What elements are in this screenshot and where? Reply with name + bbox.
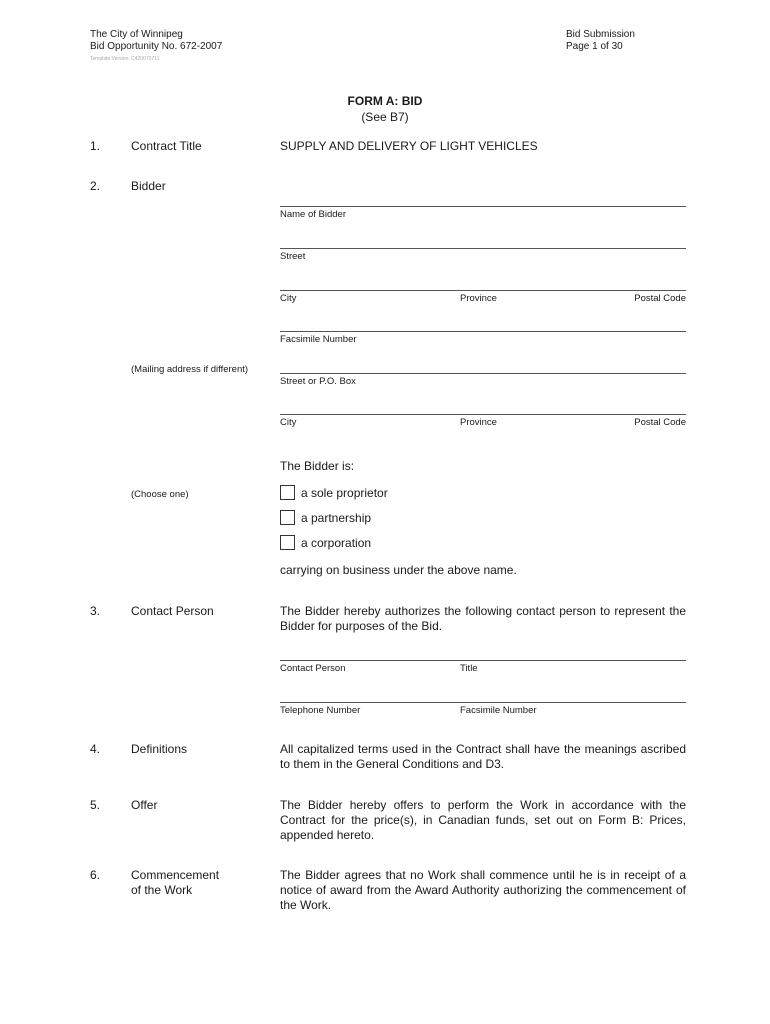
choose-one-note: (Choose one) [131,489,189,500]
item-label-contact-person: Contact Person [131,604,214,618]
item-label-contract-title: Contract Title [131,139,202,153]
corporation-checkbox[interactable] [280,535,295,550]
item-label-bidder: Bidder [131,179,166,193]
name-of-bidder-label: Name of Bidder [280,209,347,220]
contact-person-line[interactable] [280,660,686,661]
corporation-label: a corporation [301,536,372,550]
commencement-text: The Bidder agrees that no Work shall commence until he is in receipt of a notice of award from the Award Authority authorizing the commencement of the Work. [280,868,686,912]
contract-title-value: SUPPLY AND DELIVERY OF LIGHT VEHICLES [280,139,538,153]
header-submission: Bid Submission [566,29,635,40]
contact-person-label: Contact Person [280,663,346,674]
item-number-5: 5. [90,798,101,812]
facsimile-line[interactable] [280,331,686,332]
form-title: FORM A: BID [347,94,423,108]
mailing-postal-code-label: Postal Code [634,417,686,428]
contact-authorization-text: The Bidder hereby authorizes the following contact person to represent the Bidder for purposes of the Bid. [280,604,686,633]
postal-code-label: Postal Code [634,293,686,304]
partnership-label: a partnership [301,511,372,525]
name-of-bidder-line[interactable] [280,206,686,207]
header-org: The City of Winnipeg [90,29,183,40]
sole-proprietor-label: a sole proprietor [301,486,388,500]
form-subtitle: (See B7) [361,110,409,124]
bidder-is-label: The Bidder is: [280,459,355,473]
province-label: Province [460,293,497,304]
street-line[interactable] [280,248,686,249]
definitions-text: All capitalized terms used in the Contract shall have the meanings ascribed to them in the General Conditions and D3. [280,742,686,771]
mailing-address-note: (Mailing address if different) [131,364,249,375]
city-label: City [280,293,297,304]
contact-facsimile-label: Facsimile Number [460,705,537,716]
item-number-2: 2. [90,179,101,193]
telephone-number-label: Telephone Number [280,705,361,716]
street-po-box-label: Street or P.O. Box [280,376,356,387]
street-label: Street [280,251,306,262]
mailing-province-label: Province [460,417,497,428]
item-label-definitions: Definitions [131,742,188,756]
telephone-fax-line[interactable] [280,702,686,703]
sole-proprietor-checkbox[interactable] [280,485,295,500]
carrying-on-business-text: carrying on business under the above name. [280,563,517,577]
item-label-offer: Offer [131,798,158,812]
item-number-4: 4. [90,742,101,756]
mailing-city-line[interactable] [280,414,686,415]
item-number-6: 6. [90,868,101,882]
header-bid-number: Bid Opportunity No. 672-2007 [90,41,223,52]
header-page: Page 1 of 30 [566,41,623,52]
offer-text: The Bidder hereby offers to perform the Work in accordance with the Contract for the price(s), in Canadian funds, set out on Form B: Prices, appended hereto. [280,798,686,842]
item-number-3: 3. [90,604,101,618]
city-province-postal-line[interactable] [280,290,686,291]
mailing-city-label: City [280,417,297,428]
item-number-1: 1. [90,139,101,153]
template-version: Template Version: C420070711 [90,56,160,62]
item-label-of-the-work: of the Work [131,883,193,897]
item-label-commencement: Commencement [131,868,220,882]
mailing-street-line[interactable] [280,373,686,374]
contact-title-label: Title [460,663,478,674]
partnership-checkbox[interactable] [280,510,295,525]
facsimile-label: Facsimile Number [280,334,357,345]
